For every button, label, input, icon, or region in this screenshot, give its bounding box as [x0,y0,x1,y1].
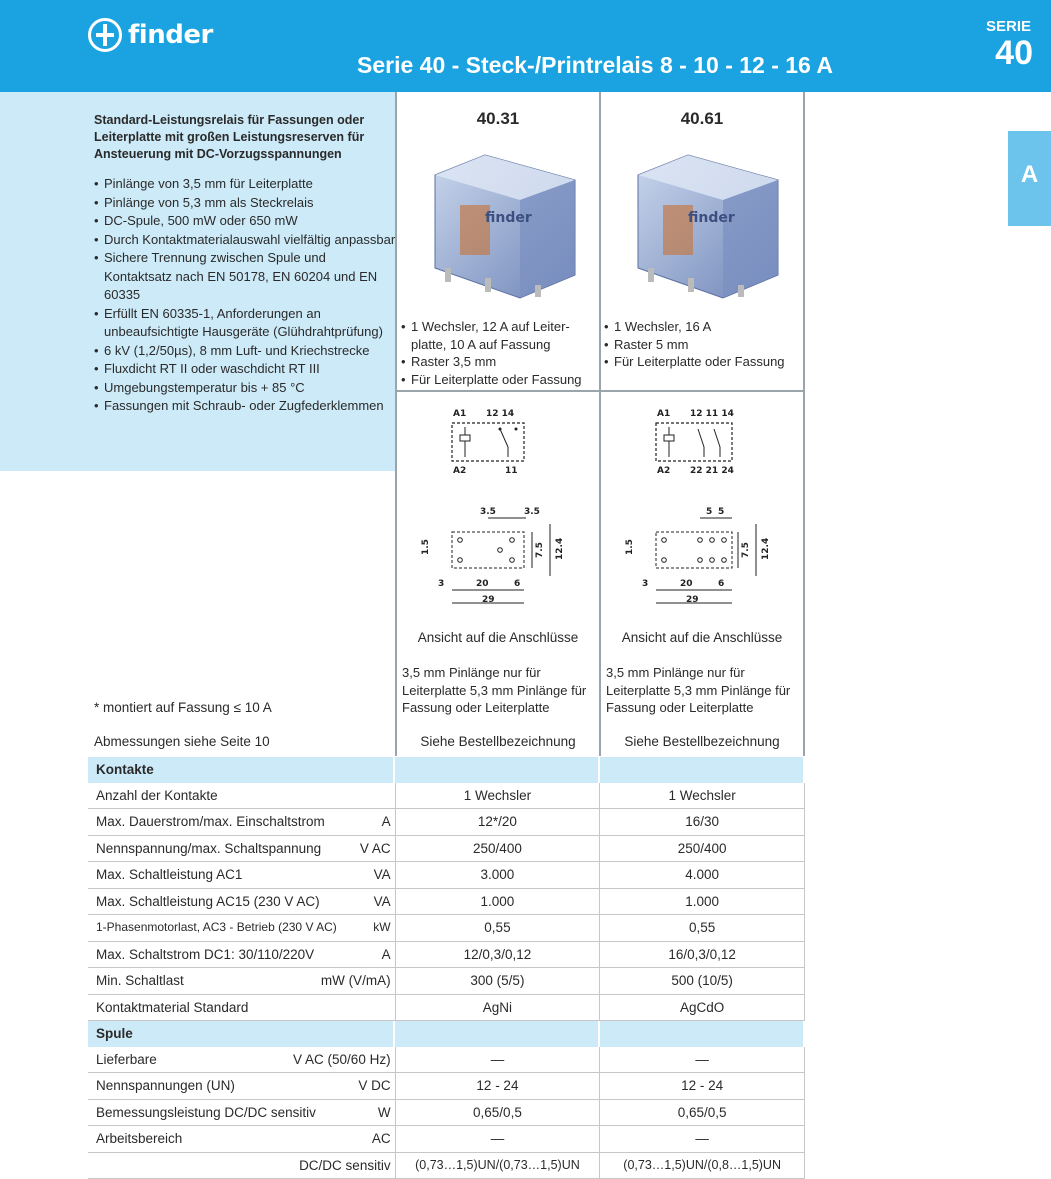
column-divider [395,92,397,756]
row-unit: V AC [360,836,391,861]
svg-text:29: 29 [482,595,495,605]
value-40-31: — [396,1047,601,1073]
table-section-row [88,1021,805,1047]
table-row [88,809,805,836]
value-40-61: 4.000 [600,862,805,888]
row-unit: V DC [358,1073,390,1098]
row-label: Kontaktmaterial Standard [96,1000,248,1015]
svg-text:finder: finder [688,210,735,226]
row-label: Min. Schaltlast [96,973,184,988]
intro-bullet: • Pinlänge von 3,5 mm für Leiterplatte [94,175,396,194]
table-row [88,1073,805,1100]
table-row [88,1126,805,1153]
feature-item: • Für Leiterplatte oder Fassung [401,371,597,389]
contact-schematic-40-61 [652,405,752,480]
row-unit: A [382,809,391,834]
row-unit: A [382,942,391,967]
value-40-61: 16/30 [600,809,805,835]
value-40-31: 300 (5/5) [396,968,601,994]
row-label: Max. Schaltleistung AC1 [96,867,242,882]
value-40-61: 0,65/0,5 [600,1100,805,1126]
contact-schematic-40-31 [448,405,548,480]
svg-text:finder: finder [485,210,532,226]
serie-number: 40 [995,34,1033,73]
intro-bullet: • Fluxdicht RT II oder waschdicht RT III [94,360,396,379]
svg-text:20: 20 [680,579,693,589]
dimensions-note: Abmessungen siehe Seite 10 [94,734,270,749]
intro-bullet: • Durch Kontaktmaterialauswahl vielfältig anpassbar [94,231,396,250]
row-label: Nennspannung/max. Schaltspannung [96,841,321,856]
value-40-31: 1 Wechsler [396,783,601,809]
model-name: 40.61 [602,109,802,129]
finder-logo-icon [88,18,122,52]
row-label: Nennspannungen (UN) [96,1078,235,1093]
table-row [88,836,805,863]
intro-bullet: • Pinlänge von 5,3 mm als Steckrelais [94,194,396,213]
table-row [88,968,805,995]
column-divider [803,92,805,756]
value-40-31: 12 - 24 [396,1073,601,1099]
row-unit: mW (V/mA) [321,968,391,993]
value-40-61: 250/400 [600,836,805,862]
row-unit: DC/DC sensitiv [299,1153,391,1178]
feature-item: • 1 Wechsler, 12 A auf Leiter-platte, 10 A auf Fassung [401,318,597,353]
row-unit: VA [374,889,391,914]
value-40-31: 3.000 [396,862,601,888]
row-label: Max. Schaltstrom DC1: 30/110/220V [96,947,314,962]
intro-bullet: • 6 kV (1,2/50µs), 8 mm Luft- und Kriechstrecke [94,342,396,361]
svg-text:6: 6 [514,579,520,589]
row-label: Max. Dauerstrom/max. Einschaltstrom [96,814,325,829]
section-tab[interactable]: A [1008,131,1051,226]
value-40-61: 0,55 [600,915,805,941]
table-row [88,783,805,810]
svg-text:7.5: 7.5 [535,542,545,558]
dimensions-ref: Siehe Bestellbezeichnung [602,734,802,749]
intro-bullet: • Fassungen mit Schraub- oder Zugfederklemmen [94,397,396,416]
finder-logo [88,18,213,52]
feature-item: • Raster 3,5 mm [401,353,597,371]
relay-40-31-image [425,150,580,300]
brand-name: finder [128,20,213,50]
value-40-61: — [600,1126,805,1152]
section-title: Kontakte [88,757,395,783]
value-40-61: 1 Wechsler [600,783,805,809]
value-40-61: AgCdO [600,995,805,1021]
value-40-31: 250/400 [396,836,601,862]
svg-text:1.5: 1.5 [625,539,635,555]
schematic-label-bottom: 11 [505,466,518,476]
schematic-label-a1: A1 [657,409,670,419]
svg-text:3: 3 [642,579,648,589]
schematic-label-a2: A2 [453,466,466,476]
value-40-31: 1.000 [396,889,601,915]
pin-layout-drawing-40-61 [624,500,784,610]
table-row [88,1047,805,1074]
value-40-31: AgNi [396,995,601,1021]
model-features [401,318,597,388]
table-row [88,915,805,942]
table-row [88,889,805,916]
svg-text:29: 29 [686,595,699,605]
schematic-label-a1: A1 [453,409,466,419]
table-row [88,1153,805,1179]
row-label: Max. Schaltleistung AC15 (230 V AC) [96,894,320,909]
svg-text:12.4: 12.4 [555,538,565,560]
row-label: 1-Phasenmotorlast, AC3 - Betrieb (230 V AC) [96,920,337,934]
page-title: Serie 40 - Steck-/Printrelais 8 - 10 - 12 - 16 A [357,52,833,79]
row-label: Lieferbare [96,1052,157,1067]
value-40-31: 12/0,3/0,12 [396,942,601,968]
feature-item: • Für Leiterplatte oder Fassung [604,353,800,371]
intro-bullet: • Sichere Trennung zwischen Spule und Kontaktsatz nach EN 50178, EN 60204 und EN 60335 [94,249,396,305]
value-40-31: — [396,1126,601,1152]
section-title: Spule [88,1021,395,1047]
svg-text:12.4: 12.4 [761,538,771,560]
svg-text:6: 6 [718,579,724,589]
table-row [88,862,805,889]
schematic-label-top: 12 14 [486,409,514,419]
intro-bullet: • Erfüllt EN 60335-1, Anforderungen an unbeaufsichtigte Hausgeräte (Glühdrahtprüfung) [94,305,396,342]
value-40-31: 0,55 [396,915,601,941]
svg-text:7.5: 7.5 [741,542,751,558]
value-40-31: (0,73…1,5)UN/(0,73…1,5)UN [396,1153,601,1179]
schematic-label-a2: A2 [657,466,670,476]
spec-table [88,757,805,1179]
svg-text:3: 3 [438,579,444,589]
view-caption: Ansicht auf die Anschlüsse [602,630,802,645]
svg-text:1.5: 1.5 [421,539,431,555]
column-divider [599,92,601,756]
row-unit: kW [373,915,390,940]
dimensions-ref: Siehe Bestellbezeichnung [398,734,598,749]
pin-layout-drawing-40-31 [420,500,580,610]
table-row [88,1100,805,1127]
value-40-61: 12 - 24 [600,1073,805,1099]
svg-text:3.5: 3.5 [524,507,540,517]
intro-bullet: • Umgebungstemperatur bis + 85 °C [94,379,396,398]
pin-note: 3,5 mm Pinlänge nur für Leiterplatte 5,3 mm Pinlänge für Fassung oder Leiterplatte [606,664,808,717]
svg-text:3.5: 3.5 [480,507,496,517]
intro-heading: Standard-Leistungsrelais für Fassungen oder Leiterplatte mit großen Leistungsreserven für Ansteuerung mit DC-Vorzugsspannungen [94,112,394,163]
intro-bullets [94,175,396,416]
header-bar [0,0,1051,92]
column-divider-horizontal [395,390,805,392]
row-label: Anzahl der Kontakte [96,788,218,803]
model-name: 40.31 [398,109,598,129]
row-label: Arbeitsbereich [96,1131,182,1146]
feature-item: • 1 Wechsler, 16 A [604,318,800,336]
value-40-31: 0,65/0,5 [396,1100,601,1126]
row-unit: AC [372,1126,391,1151]
relay-40-61-image [628,150,783,300]
value-40-61: 500 (10/5) [600,968,805,994]
value-40-61: 1.000 [600,889,805,915]
svg-text:20: 20 [476,579,489,589]
view-caption: Ansicht auf die Anschlüsse [398,630,598,645]
table-row [88,995,805,1022]
table-section-row [88,757,805,783]
model-features [604,318,800,371]
intro-bullet: • DC-Spule, 500 mW oder 650 mW [94,212,396,231]
row-unit: V AC (50/60 Hz) [293,1047,391,1072]
row-unit: W [378,1100,391,1125]
schematic-label-top: 12 11 14 [690,409,734,419]
schematic-label-bottom: 22 21 24 [690,466,734,476]
feature-item: • Raster 5 mm [604,336,800,354]
serie-label: SERIE [986,18,1031,35]
value-40-61: — [600,1047,805,1073]
row-label: Bemessungsleistung DC/DC sensitiv [96,1105,316,1120]
row-unit: VA [374,862,391,887]
pin-note: 3,5 mm Pinlänge nur für Leiterplatte 5,3 mm Pinlänge für Fassung oder Leiterplatte [402,664,604,717]
value-40-61: 16/0,3/0,12 [600,942,805,968]
svg-text:5: 5 [718,507,724,517]
mounted-note: * montiert auf Fassung ≤ 10 A [94,700,272,715]
svg-text:5: 5 [706,507,712,517]
value-40-61: (0,73…1,5)UN/(0,8…1,5)UN [600,1153,805,1179]
table-row [88,942,805,969]
value-40-31: 12*/20 [396,809,601,835]
